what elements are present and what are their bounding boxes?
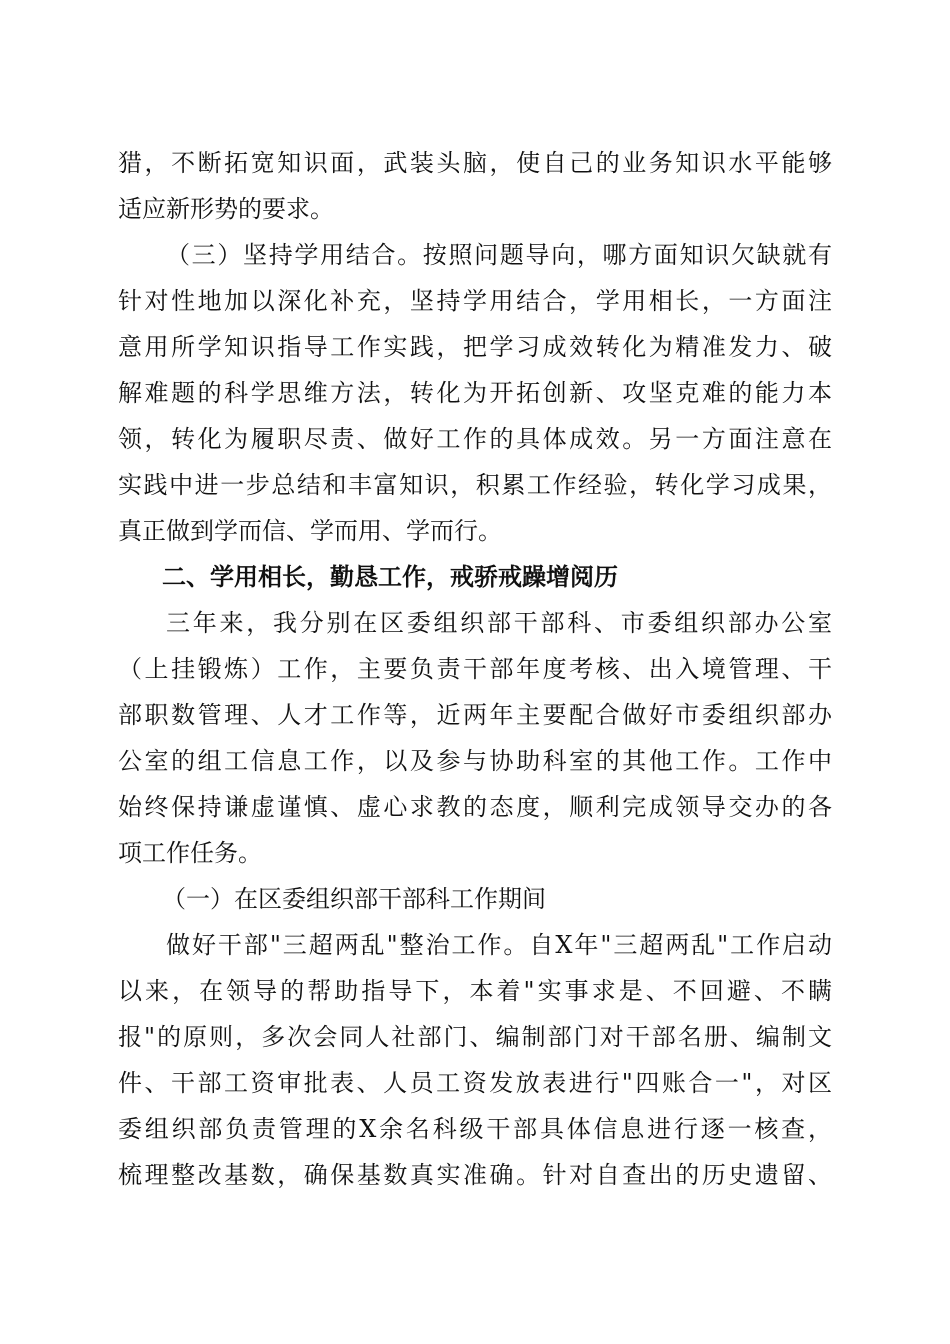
paragraph-line: 真正做到学而信、学而用、学而行。 [118,517,502,545]
paragraph-line: 梳理整改基数，确保基数真实准确。针对自查出的历史遗留、 [118,1161,832,1189]
paragraph-line: 意用所学知识指导工作实践，把学习成效转化为精准发力、破 [118,333,832,361]
paragraph-line: 报"的原则，多次会同人社部门、编制部门对干部名册、编制文 [118,1023,832,1051]
paragraph-line: 适应新形势的要求。 [118,195,334,223]
paragraph-line: 领，转化为履职尽责、做好工作的具体成效。另一方面注意在 [118,425,832,453]
paragraph-line: 部职数管理、人才工作等，近两年主要配合做好市委组织部办 [118,701,832,729]
paragraph-line: 猎，不断拓宽知识面，武装头脑，使自己的业务知识水平能够 [118,149,832,177]
section-heading: 二、学用相长，勤恳工作，戒骄戒躁增阅历 [162,563,618,591]
paragraph-line: 公室的组工信息工作，以及参与协助科室的其他工作。工作中 [118,747,832,775]
paragraph-line: （上挂锻炼）工作，主要负责干部年度考核、出入境管理、干 [118,655,832,683]
paragraph-line: 以来，在领导的帮助指导下，本着"实事求是、不回避、不瞒 [118,977,832,1005]
subsection-heading: （一）在区委组织部干部科工作期间 [162,885,546,913]
paragraph-line: 针对性地加以深化补充，坚持学用结合，学用相长，一方面注 [118,287,832,315]
paragraph-line: 委组织部负责管理的X余名科级干部具体信息进行逐一核查， [118,1115,832,1143]
section-3-heading-line: （三）坚持学用结合。按照问题导向，哪方面知识欠缺就有 [166,241,832,269]
document-body [118,140,832,1198]
paragraph-line: 实践中进一步总结和丰富知识，积累工作经验，转化学习成果， [118,471,832,499]
paragraph-line: 件、干部工资审批表、人员工资发放表进行"四账合一"，对区 [118,1069,832,1097]
paragraph-line: 始终保持谦虚谨慎、虚心求教的态度，顺利完成领导交办的各 [118,793,832,821]
paragraph-line: 解难题的科学思维方法，转化为开拓创新、攻坚克难的能力本 [118,379,832,407]
paragraph-line: 做好干部"三超两乱"整治工作。自X年"三超两乱"工作启动 [166,931,832,959]
paragraph-line: 项工作任务。 [118,839,262,867]
paragraph-line: 三年来，我分别在区委组织部干部科、市委组织部办公室 [166,609,832,637]
